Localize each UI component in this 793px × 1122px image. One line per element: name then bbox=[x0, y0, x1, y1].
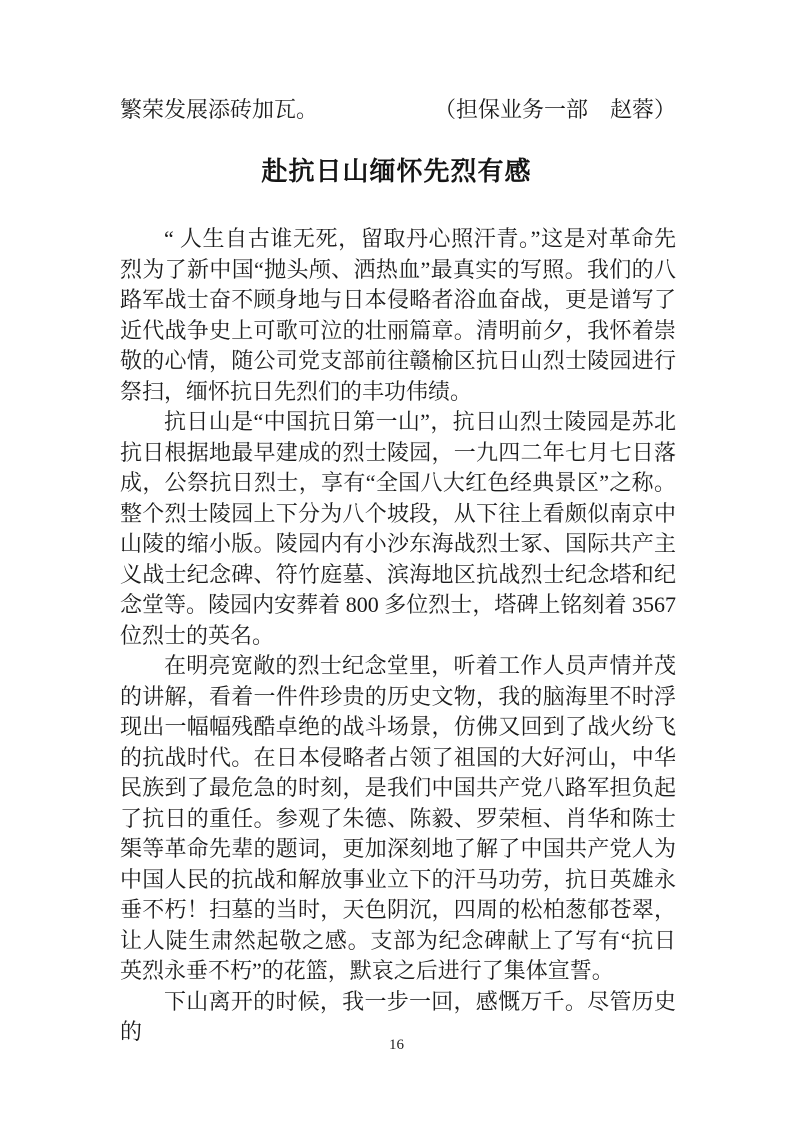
preceding-article-last-line: 繁荣发展添砖加瓦。 bbox=[120, 97, 319, 122]
page-number: 16 bbox=[389, 1037, 404, 1053]
article-body bbox=[120, 224, 676, 1048]
article-title: 赴抗日山缅怀先烈有感 bbox=[261, 156, 532, 186]
article-paragraph-4: 下山离开的时候，我一步一回，感慨万千。尽管历史的 bbox=[120, 988, 676, 1044]
preceding-article-closing-row bbox=[120, 97, 676, 123]
article-paragraph-1: “ 人生自古谁无死，留取丹心照汗青。”这是对革命先烈为了新中国“抛头颅、洒热血”最真实的写照。我们的八路军战士奋不顾身地与日本侵略者浴血奋战，更是谱写了近代战争史上可歌可泣的壮丽篇章。清明前夕，我怀着崇敬的心情，随公司党支部前往赣榆区抗日山烈士陵园进行祭扫，缅怀抗日先烈们的丰功伟绩。 bbox=[120, 226, 676, 404]
article-paragraph-3: 在明亮宽敞的烈士纪念堂里，听着工作人员声情并茂的讲解，看着一件件珍贵的历史文物，我的脑海里不时浮现出一幅幅残酷卓绝的战斗场景，仿佛又回到了战火纷飞的抗战时代。在日本侵略者占领了祖国的大好河山，中华民族到了最危急的时刻，是我们中国共产党八路军担负起了抗日的重任。参观了朱德、陈毅、罗荣桓、肖华和陈士榘等革命先辈的题词，更加深刻地了解了中国共产党人为中国人民的抗战和解放事业立下的汗马功劳，抗日英雄永垂不朽！扫墓的当时，天色阴沉，四周的松柏葱郁苍翠，让人陡生肃然起敬之感。支部为纪念碑献上了写有“抗日英烈永垂不朽”的花篮，默哀之后进行了集体宣誓。 bbox=[120, 653, 676, 983]
preceding-article-byline: （担保业务一部 赵蓉） bbox=[433, 97, 676, 122]
article-paragraph-2: 抗日山是“中国抗日第一山”，抗日山烈士陵园是苏北抗日根据地最早建成的烈士陵园，一九四二年七月七日落成，公祭抗日烈士，享有“全国八大红色经典景区”之称。整个烈士陵园上下分为八个坡段，从下往上看颇似南京中山陵的缩小版。陵园内有小沙东海战烈士冢、国际共产主义战士纪念碑、符竹庭墓、滨海地区抗战烈士纪念塔和纪念堂等。陵园内安葬着 800 多位烈士，塔碑上铭刻着 3567 位烈士的英名。 bbox=[120, 409, 676, 648]
